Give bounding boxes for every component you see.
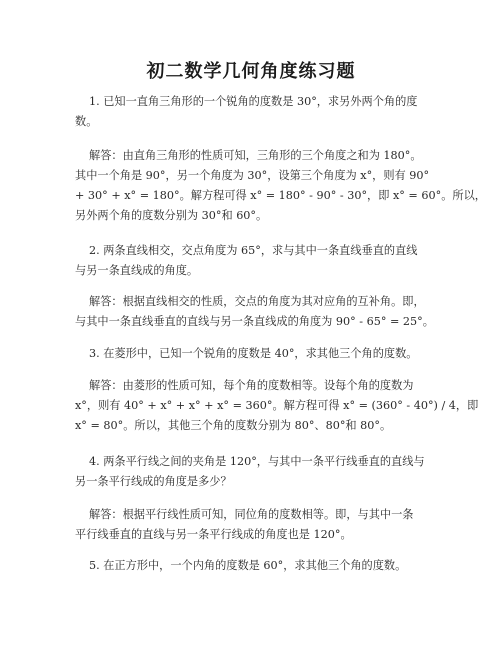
- text-line: 4. 两条平行线之间的夹角是 120°，与其中一条平行线垂直的直线与: [89, 455, 425, 468]
- text-line: 其中一个角是 90°，另一个角度为 30°，设第三个角度为 x°，则有 90°: [75, 169, 430, 182]
- page-title: 初二数学几何角度练习题: [146, 61, 356, 82]
- text-line: 平行线垂直的直线与另一条平行线成的角度也是 120°。: [75, 528, 352, 541]
- text-line: 另一条平行线成的角度是多少？: [75, 475, 232, 488]
- text-line: 另外两个角的度数分别为 30°和 60°。: [75, 209, 268, 222]
- question-3: [75, 344, 435, 364]
- text-line: x° = 80°。所以，其他三个角的度数分别为 80°、80°和 80°。: [75, 419, 392, 432]
- text-line: 3. 在菱形中，已知一个锐角的度数是 40°，求其他三个角的度数。: [89, 347, 418, 360]
- text-line: 解答：由直角三角形的性质可知，三角形的三个角度之和为 180°。: [89, 149, 422, 162]
- answer-1: [75, 146, 486, 226]
- text-line: 2. 两条直线相交，交点角度为 65°，求与其中一条直线垂直的直线: [89, 244, 418, 257]
- text-line: + 30° + x° = 180°。解方程可得 x° = 180° - 90° - 30°，即 x° = 60°。所以，: [75, 189, 486, 202]
- text-line: 与其中一条直线垂直的直线与另一条直线成的角度为 90° - 65° = 25°。: [75, 315, 434, 328]
- text-line: 解答：根据平行线性质可知，同位角的度数相等。即，与其中一条: [89, 508, 414, 521]
- answer-2: [75, 292, 435, 332]
- text-line: 数。: [75, 115, 98, 128]
- text-line: 解答：由菱形的性质可知，每个角的度数相等。设每个角的度数为: [89, 379, 414, 392]
- answer-4: [75, 505, 435, 545]
- text-line: 1. 已知一直角三角形的一个锐角的度数是 30°，求另外两个角的度: [89, 95, 418, 108]
- question-1: [75, 92, 435, 132]
- answer-3: [75, 376, 479, 436]
- question-4: [75, 452, 435, 492]
- text-line: x°，则有 40° + x° + x° + x° = 360°。解方程可得 x° = (360° - 40°) / 4，即: [75, 399, 479, 412]
- question-2: [75, 241, 435, 281]
- text-line: 解答：根据直线相交的性质，交点的角度为其对应角的互补角。即，: [89, 295, 425, 308]
- text-line: 与另一条直线成的角度。: [75, 264, 199, 277]
- question-5: [75, 556, 435, 576]
- text-line: 5. 在正方形中，一个内角的度数是 60°，求其他三个角的度数。: [89, 559, 407, 572]
